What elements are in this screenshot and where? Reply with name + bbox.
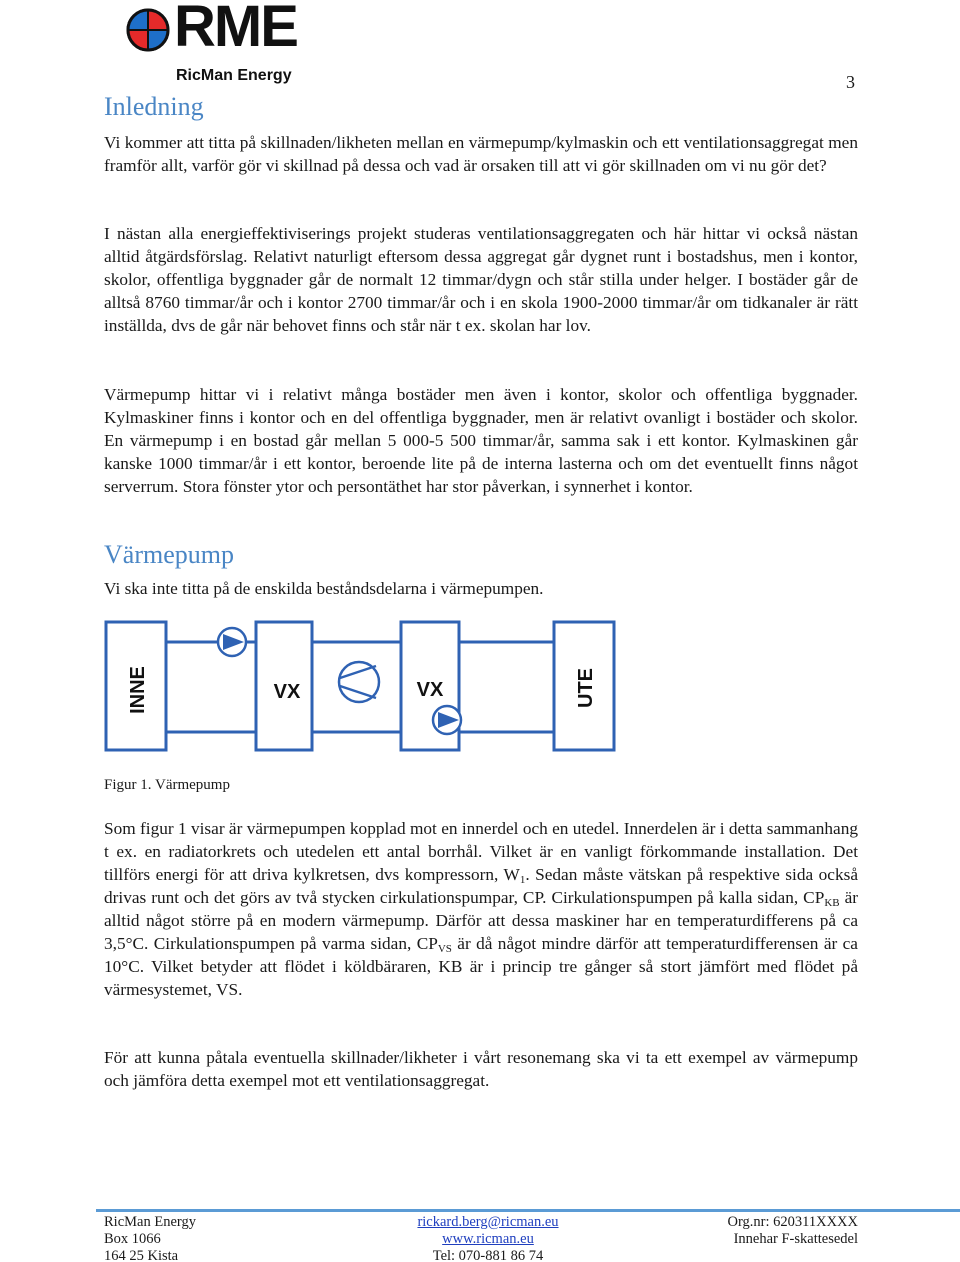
paragraph-4: Vi ska inte titta på de enskilda beståndsdelarna i värmepumpen. bbox=[104, 579, 544, 598]
footer-box: Box 1066 bbox=[104, 1231, 161, 1247]
paragraph-1: Vi kommer att titta på skillnaden/likheten mellan en värmepump/kylmaskin och ett ventilationsaggregat men framför allt, varför gör vi skillnad på dessa och vad är orsaken till att vi gör skillnaden om vi nu gör det? bbox=[104, 133, 858, 175]
company-logo bbox=[126, 0, 326, 88]
footer-phone: Tel: 070-881 86 74 bbox=[432, 1248, 544, 1262]
paragraph-5: Som figur 1 visar är värmepumpen kopplad mot en innerdel och en utedel. Innerdelen är i detta sammanhang t ex. en radiatorkrets och utedelen ett antal borrhål. Vilket är en vanligt förkommande installation. Det tillförs energi för att driva kylkretsen, dvs kompressorn, $W_1$. Sedan måste vätskan på respektive sida också drivas runt och det görs av två stycken cirkulationspumpar, CP. Cirkulationspumpen på kalla sidan, $CP_{KB}$ är alltid något större på en modern värmepump. Därför att dessa maskiner har en temperaturdifferens på ca 3,5°C. Cirkulationspumpen på varma sidan, $CP_{VS}$ är då något mindre därför att temperaturdifferensen är ca 10°C. Vilket betyder att flödet i köldbäraren, KB är i princip tre gånger så stort jämfört med flödet på värmesystemet, VS. bbox=[104, 819, 858, 999]
footer-web-link[interactable]: www.ricman.eu bbox=[442, 1231, 534, 1247]
footer-company: RicMan Energy bbox=[104, 1214, 196, 1230]
footer-legal bbox=[700, 1214, 858, 1248]
pump-icon-inne bbox=[218, 628, 246, 656]
footer-address bbox=[104, 1214, 196, 1262]
label-vx-2: VX bbox=[416, 679, 444, 701]
logo-subtitle: RicMan Energy bbox=[176, 67, 292, 84]
footer-city: 164 25 Kista bbox=[104, 1248, 179, 1262]
pump-icon-ute bbox=[433, 706, 461, 734]
heat-pump-diagram-svg bbox=[104, 620, 616, 754]
label-vx-1: VX bbox=[273, 681, 301, 703]
footer-org-number: Org.nr: 620311XXXX bbox=[727, 1214, 858, 1230]
compressor-icon bbox=[339, 662, 379, 702]
rme-logo-icon bbox=[126, 8, 170, 52]
figure-caption: Figur 1. Värmepump bbox=[104, 777, 230, 793]
paragraph-3: Värmepump hittar vi i relativt många bostäder men även i kontor, skolor och offentliga byggnader. Kylmaskiner finns i kontor och en del offentliga byggnader, men är relativt ovanligt i bostäder och skolor. En värmepump i en bostad går mellan 5 000-5 500 timmar/år, samma sak i ett kontor. Kylmaskinen går kanske 1000 timmar/år i ett kontor, beroende lite på de interna lasterna och om det eventuellt finns något serverrum. Stora fönster ytor och persontäthet har stor påverkan, i synnerhet i kontor. bbox=[104, 385, 858, 496]
paragraph-6: För att kunna påtala eventuella skillnader/likheter i vårt resonemang ska vi ta ett exempel av värmepump och jämföra detta exempel mot ett ventilationsaggregat. bbox=[104, 1048, 858, 1090]
logo-name: RME bbox=[174, 0, 297, 59]
paragraph-2: I nästan alla energieffektiviserings projekt studeras ventilationsaggregaten och här hittar vi också nästan alltid åtgärdsförslag. Relativt naturligt eftersom dessa aggregat går dygnet runt i bostadshus, men i kontor, skolor, offentliga byggnader går de normalt 12 timmar/dygn och står stilla under helger. I bostäder går de alltså 8760 timmar/år och i kontor 2700 timmar/år och i en skola 1900-2000 timmar/år om tidkanaler är rätt inställda, dvs de går när behovet finns och står när t ex. skolan har lov. bbox=[104, 224, 858, 335]
footer-tax: Innehar F-skattesedel bbox=[733, 1231, 858, 1247]
label-inne: INNE bbox=[127, 666, 149, 714]
heading-inledning: Inledning bbox=[104, 92, 204, 121]
heat-pump-diagram bbox=[104, 620, 616, 754]
page-number: 3 bbox=[846, 72, 855, 92]
footer-email-link[interactable]: rickard.berg@ricman.eu bbox=[417, 1214, 559, 1230]
footer-divider bbox=[96, 1209, 960, 1212]
label-ute: UTE bbox=[575, 668, 597, 708]
heading-varmepump: Värmepump bbox=[104, 540, 234, 569]
footer-contact bbox=[408, 1214, 568, 1262]
